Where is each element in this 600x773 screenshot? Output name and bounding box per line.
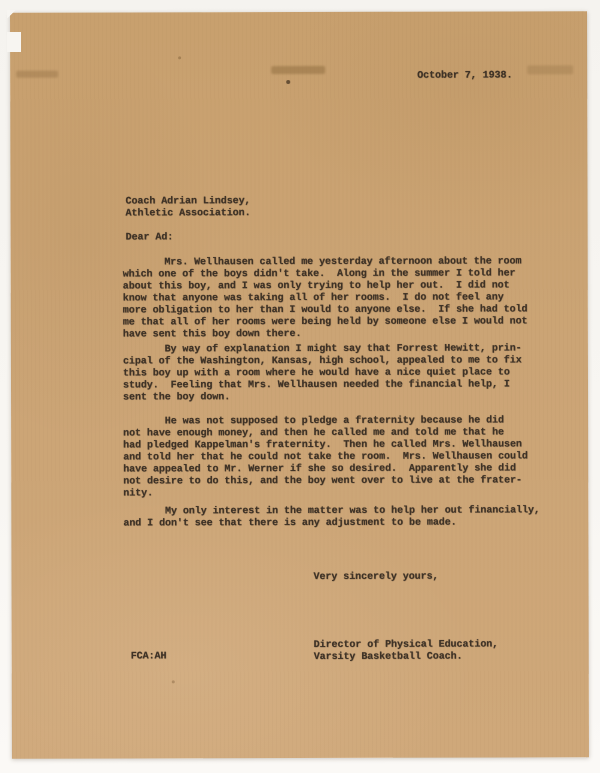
paper-corner-clip (7, 10, 17, 18)
paper-edge-notch (7, 32, 21, 52)
letter-date: October 7, 1938. (417, 70, 513, 82)
paper-speck (172, 680, 175, 683)
ink-dot (286, 80, 290, 84)
faint-stamp-center (271, 66, 325, 74)
body-paragraph-3: He was not supposed to pledge a fraternity because he did not have enough money, and then he called me and told me that he had pledged Kappelman's fraternity. Then he called Mrs. Wellhausen and told her that he could not take the room. Mrs. Wellhausen could have appealed to Mr. Werner if she so desired. Apparently she did not desire to do this, and the boy went over to live at the frater- nity. (123, 415, 528, 500)
body-paragraph-2: By way of explanation I might say that Forrest Hewitt, prin- cipal of the Washington, Kansas, high school, appealed to me to fix this boy up with a room where he would have a nice quiet place to study. Feeling that Mrs. Wellhausen needed the financial help, I sent the boy down. (122, 343, 522, 404)
faint-stamp-left (16, 71, 58, 78)
body-paragraph-4: My only interest in the matter was to help her out financially, and I don't see that there is any adjustment to be made. (123, 505, 540, 530)
letter-paper (10, 11, 589, 759)
body-paragraph-1: Mrs. Wellhausen called me yesterday afternoon about the room which one of the boys didn't take. Along in the summer I told her about this boy, and I was only trying to help her out. I did not know that anyone was taking all of her rooms. I do not feel any more obligation to her than I would to anyone else. If she had told me that all of her rooms were being held by someone else I would not have sent this boy down there. (122, 256, 528, 341)
recipient-address-block: Coach Adrian Lindsey, Athletic Association. (125, 196, 251, 220)
paper-speck (178, 56, 181, 59)
complimentary-closing: Very sincerely yours, (313, 571, 439, 583)
faint-stamp-right (527, 65, 573, 74)
signature-title-block: Director of Physical Education, Varsity Basketball Coach. (313, 639, 499, 663)
typist-reference-initials: FCA:AH (130, 651, 167, 663)
salutation: Dear Ad: (125, 232, 174, 244)
